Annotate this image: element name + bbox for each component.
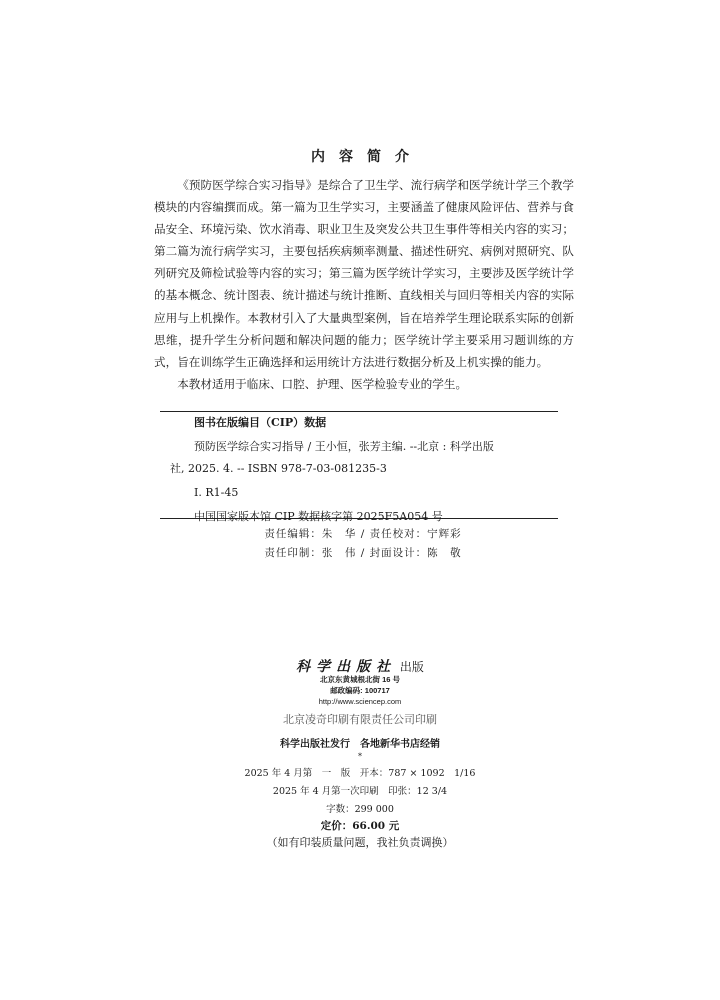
- spec-line-1: 2025 年 4 月第 一 版 开本：787 × 1092 1/16: [244, 768, 476, 779]
- publisher-postcode: 邮政编码: 100717: [330, 686, 390, 695]
- publisher-line: [0, 656, 720, 676]
- spec-line-3: 字数：299 000: [326, 804, 394, 815]
- cip-heading: 图书在版编目（CIP）数据: [194, 416, 327, 429]
- printer-line: 北京凌奇印刷有限责任公司印刷: [283, 714, 437, 726]
- summary-paragraph-2: 本教材适用于临床、口腔、护理、医学检验专业的学生。: [177, 376, 468, 391]
- cip-line-2: 社, 2025. 4. -- ISBN 978-7-03-081235-3: [170, 462, 387, 475]
- cip-bottom-rule: [160, 518, 558, 519]
- cip-top-rule: [160, 411, 558, 412]
- edition-specs: [0, 765, 720, 819]
- spec-line-2: 2025 年 4 月第一次印刷 印张：12 3/4: [272, 786, 448, 797]
- summary-text: [154, 174, 574, 395]
- price-line: 定价：66.00 元: [320, 820, 400, 832]
- publisher-address: 北京东黄城根北街 16 号: [319, 675, 400, 684]
- cip-line-4: 中国国家版本馆 CIP 数据核字第 2025F5A054 号: [194, 510, 443, 523]
- publisher-suffix: 出版: [399, 660, 424, 674]
- summary-paragraph-1: 《预防医学综合实习指导》是综合了卫生学、流行病学和医学统计学三个教学模块的内容编撰而成。第一篇为卫生学实习，主要涵盖了健康风险评估、营养与食品安全、环境污染、饮水消毒、职业卫生及突发公共卫生事件等相关内容的实习；第二篇为流行病学实习，主要包括疾病频率测量、描述性研究、病例对照研究、队列研究及筛检试验等内容的实习；第三篇为医学统计学实习，主要涉及医学统计学的基本概念、统计图表、统计描述与统计推断、直线相关与回归等相关内容的实际应用与上机操作。本教材引入了大量典型案例，旨在培养学生理论联系实际的创新思维，提升学生分析问题和解决问题的能力；医学统计学主要采用习题训练的方式，旨在训练学生正确选择和运用统计方法进行数据分析及上机实操的能力。: [154, 178, 574, 369]
- staff-line-1: 责任编辑：朱 华 / 责任校对：宁辉彩: [264, 528, 462, 540]
- distribution-line: 科学出版社发行 各地新华书店经销: [280, 739, 440, 750]
- cip-line-1: 预防医学综合实习指导 / 王小恒，张芳主编. --北京 : 科学出版: [194, 440, 494, 453]
- staff-credits: [0, 525, 720, 563]
- publisher-url: http://www.sciencep.com: [318, 697, 402, 706]
- publisher-logo-text: 科学出版社: [296, 659, 397, 675]
- page-title: 内容简介: [311, 149, 423, 165]
- publisher-address-block: [0, 674, 720, 707]
- separator-mark: *: [358, 752, 362, 761]
- cip-line-3: Ⅰ. R1-45: [194, 486, 239, 499]
- cip-block: [160, 413, 558, 527]
- quality-note: （如有印装质量问题，我社负责调换）: [266, 836, 454, 849]
- staff-line-2: 责任印制：张 伟 / 封面设计：陈 敬: [264, 547, 462, 559]
